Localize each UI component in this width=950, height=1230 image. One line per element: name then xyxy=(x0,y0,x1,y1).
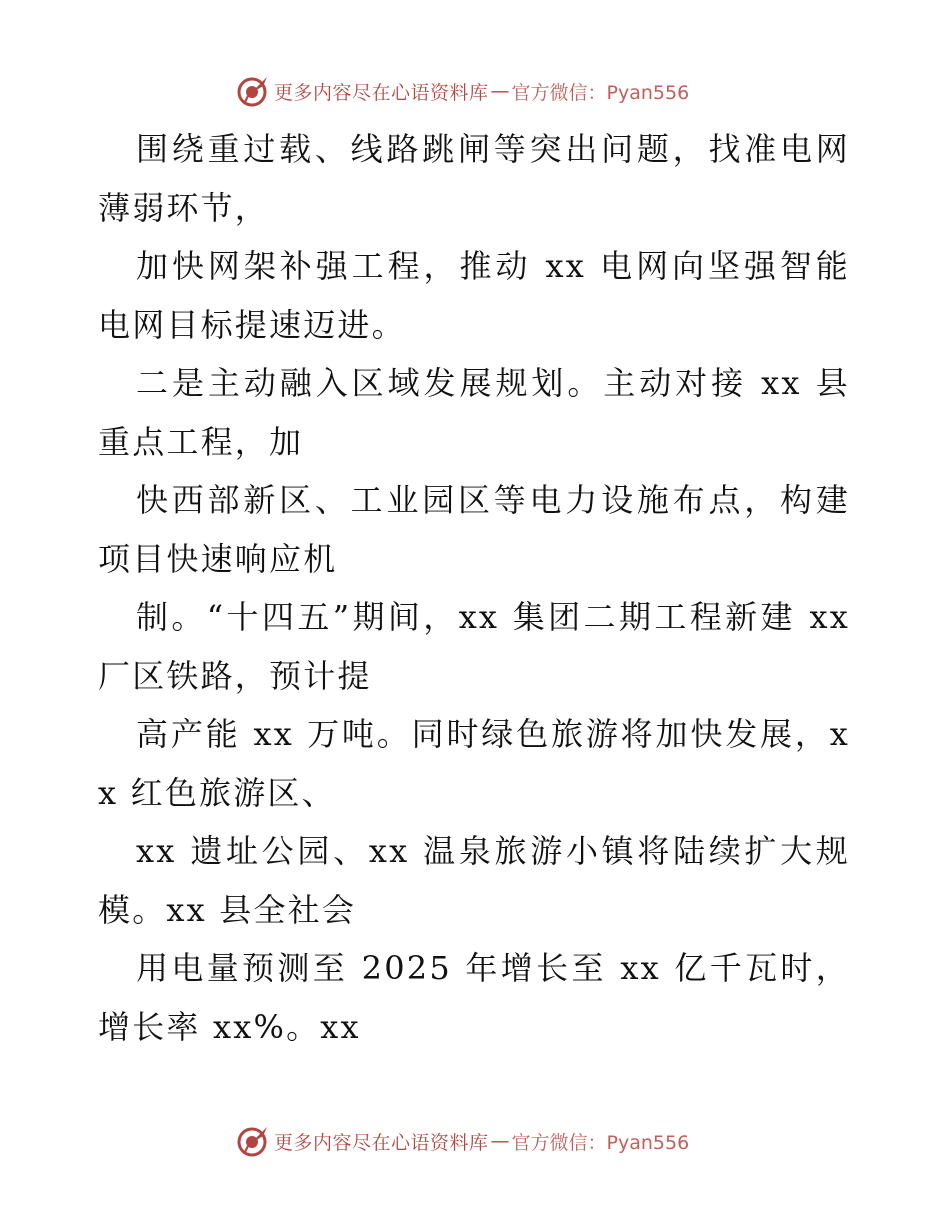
watermark-wechat-text: 官方微信：Pyan556 xyxy=(511,81,690,104)
quill-logo-icon xyxy=(236,74,270,108)
footer-watermark xyxy=(236,1124,689,1158)
paragraph: 高产能 xx 万吨。同时绿色旅游将加快发展，xx 红色旅游区、 xyxy=(98,715,850,812)
paragraph: xx 遗址公园、xx 温泉旅游小镇将陆续扩大规模。xx 县全社会 xyxy=(98,832,850,929)
watermark-main-text: 更多内容尽在心语资料库 xyxy=(274,1131,489,1154)
paragraph: 快西部新区、工业园区等电力设施布点，构建项目快速响应机 xyxy=(98,481,850,578)
header-watermark xyxy=(236,74,689,108)
paragraph: 围绕重过载、线路跳闸等突出问题，找准电网薄弱环节， xyxy=(98,130,850,227)
watermark-dash: — xyxy=(490,80,510,102)
paragraph: 用电量预测至 2025 年增长至 xx 亿千瓦时，增长率 xx%。xx xyxy=(98,949,850,1046)
paragraph: 加快网架补强工程，推动 xx 电网向坚强智能电网目标提速迈进。 xyxy=(98,247,850,344)
paragraph: 制。“十四五”期间，xx 集团二期工程新建 xx 厂区铁路，预计提 xyxy=(98,598,850,695)
watermark-dash: — xyxy=(490,1130,510,1152)
document-body xyxy=(98,120,850,1056)
watermark-wechat-text: 官方微信：Pyan556 xyxy=(511,1131,690,1154)
paragraph: 二是主动融入区域发展规划。主动对接 xx 县重点工程，加 xyxy=(98,364,850,461)
watermark-main-text: 更多内容尽在心语资料库 xyxy=(274,81,489,104)
quill-logo-icon xyxy=(236,1124,270,1158)
